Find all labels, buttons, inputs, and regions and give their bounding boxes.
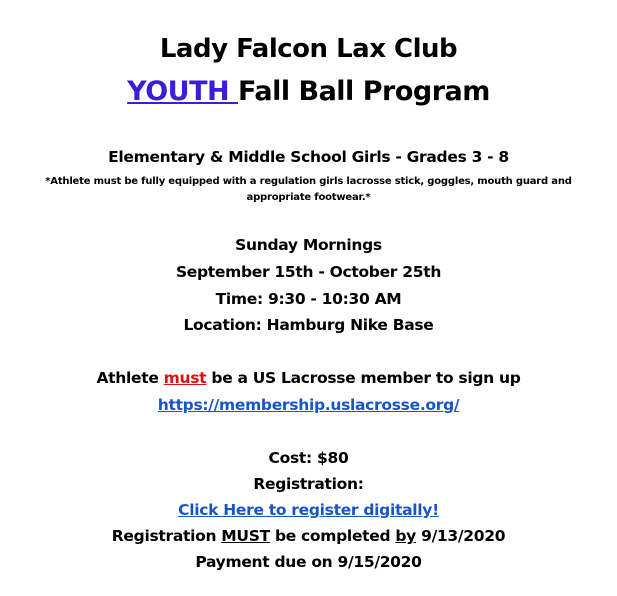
membership-link[interactable]: https://membership.uslacrosse.org/ (157, 396, 460, 414)
schedule-dates (0, 263, 617, 281)
membership-prefix: Athlete (96, 369, 164, 387)
schedule-dates-text: September 15th - October 25th (175, 263, 442, 281)
equipment-note-text1: *Athlete must be fully equipped with a regulation girls lacrosse stick, goggles, mouth guard and (45, 176, 572, 187)
payment-due-text: Payment due on 9/15/2020 (195, 553, 422, 571)
schedule-time-text: Time: 9:30 - 10:30 AM (215, 290, 402, 308)
schedule-time (0, 290, 617, 308)
schedule-location (0, 316, 617, 334)
membership-must: must (163, 369, 207, 387)
eligibility-heading-text: Elementary & Middle School Girls - Grades 3 - 8 (108, 148, 509, 166)
youth-highlight: YOUTH (127, 76, 239, 107)
registration-label (0, 475, 617, 493)
register-link[interactable]: Click Here to register digitally! (178, 501, 439, 519)
registration-deadline (0, 527, 617, 545)
subtitle-rest: Fall Ball Program (238, 76, 490, 107)
membership-suffix: be a US Lacrosse member to sign up (206, 369, 521, 387)
cost-text: Cost: $80 (268, 449, 349, 467)
membership-link-row (0, 396, 617, 414)
deadline-prefix: Registration (111, 527, 222, 545)
schedule-location-text: Location: Hamburg Nike Base (183, 316, 434, 334)
program-subtitle (0, 76, 617, 107)
membership-requirement (0, 369, 617, 387)
equipment-note-line1 (0, 174, 617, 189)
deadline-date: 9/13/2020 (415, 527, 506, 545)
title-text: Lady Falcon Lax Club (159, 34, 458, 64)
schedule-day-text: Sunday Mornings (235, 236, 382, 254)
cost (0, 449, 617, 467)
payment-due (0, 553, 617, 571)
schedule-day (0, 236, 617, 254)
deadline-must: MUST (221, 527, 270, 545)
deadline-middle: be completed (269, 527, 396, 545)
registration-label-text: Registration: (253, 475, 364, 493)
eligibility-heading (0, 148, 617, 166)
deadline-by: by (395, 527, 416, 545)
register-link-row (0, 501, 617, 519)
equipment-note-line2 (0, 190, 617, 205)
page-title (0, 34, 617, 64)
equipment-note-text2: appropriate footwear.* (246, 192, 371, 203)
